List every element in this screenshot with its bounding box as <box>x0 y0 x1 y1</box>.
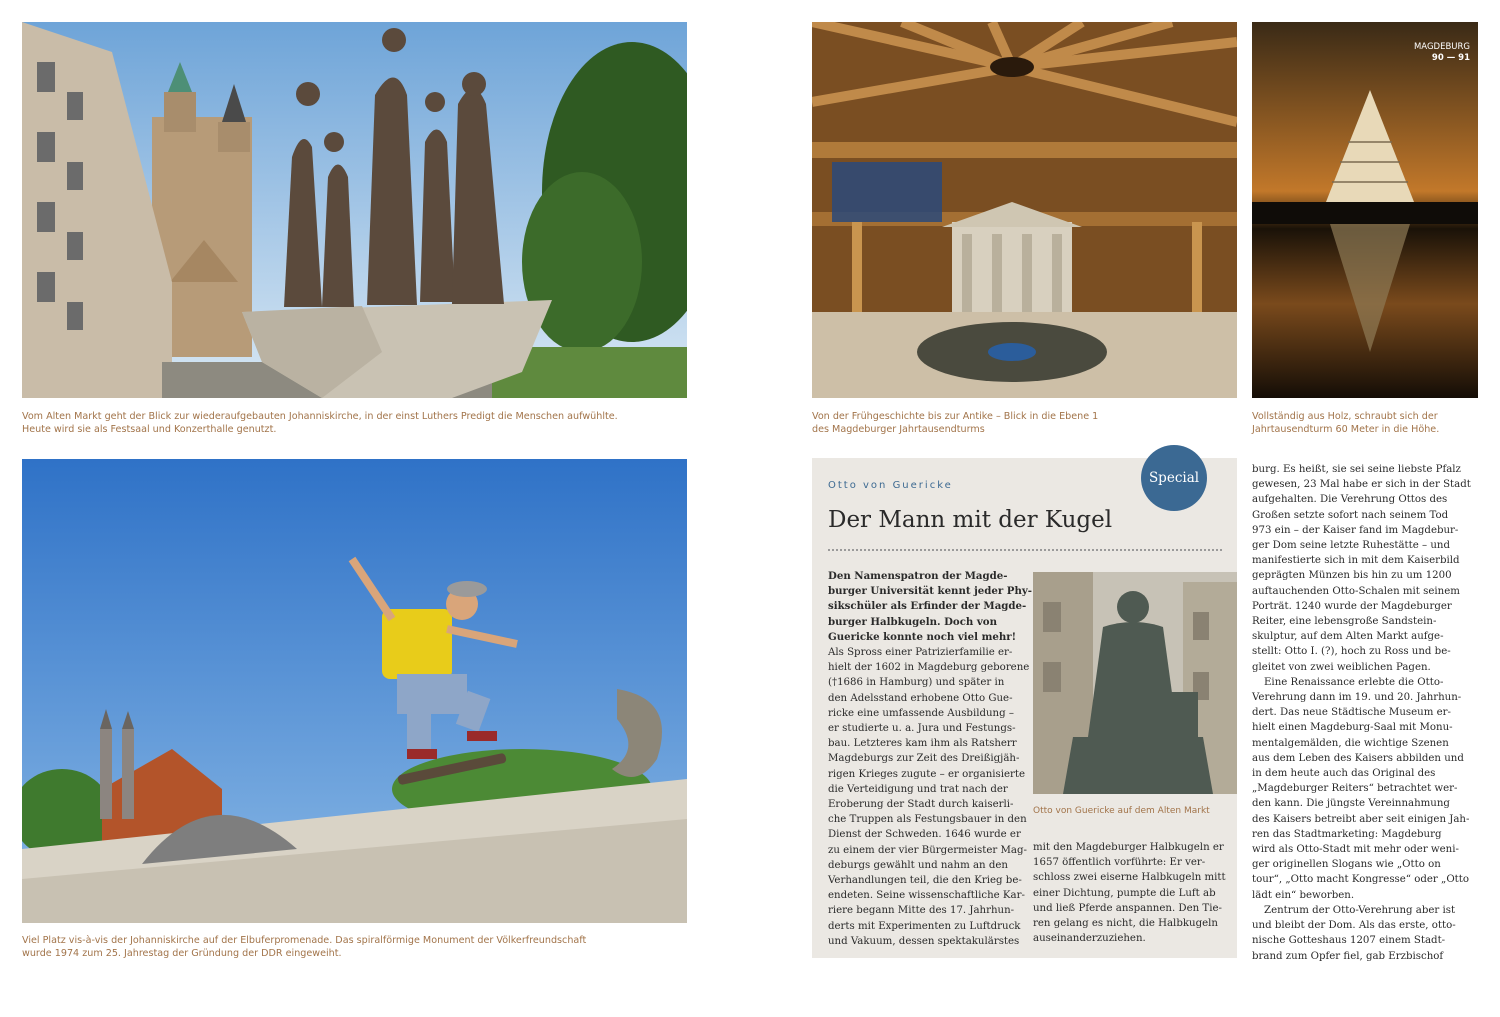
lead-line: Den Namenspatron der Magde- <box>828 570 1008 582</box>
lead-line: Guericke konnte noch viel mehr! <box>828 630 1017 643</box>
special-badge: Special <box>1141 445 1207 511</box>
photo-johanniskirche-market <box>22 22 687 398</box>
special-headline: Der Mann mit der Kugel <box>828 507 1113 533</box>
body-line: Eroberung der Stadt durch kaiserli- <box>828 799 1014 811</box>
body-line: ger Dom seine letzte Ruhestätte – und <box>1252 540 1450 552</box>
photo-jahrtausendturm-interior <box>812 22 1237 398</box>
body-line: (†1686 in Hamburg) und später in <box>828 677 1005 689</box>
photo-jahrtausendturm-night <box>1252 22 1478 398</box>
body-line: Reiter, eine lebensgroße Sandstein- <box>1252 616 1437 628</box>
body-line: aufgehalten. Die Verehrung Ottos des <box>1252 494 1448 506</box>
body-line: zu einem der vier Bürgermeister Mag- <box>828 844 1027 856</box>
body-line: manifestierte sich in mit dem Kaiserbild <box>1252 555 1460 567</box>
body-line: er studierte u. a. Jura und Festungs- <box>828 723 1016 735</box>
folio-section: MAGDEBURG <box>1413 42 1470 52</box>
body-line: bau. Letzteres kam ihm als Ratsherr <box>828 738 1017 750</box>
body-line: gewesen, 23 Mal habe er sich in der Stadt <box>1252 479 1471 491</box>
dotted-divider <box>828 549 1222 551</box>
special-kicker: Otto von Guericke <box>828 480 953 491</box>
lead-line: burger Universität kennt jeder Phy- <box>828 585 1033 598</box>
body-line: endeten. Seine wissenschaftliche Kar- <box>828 890 1025 902</box>
body-line: skulptur, auf dem Alten Markt aufge- <box>1252 631 1444 643</box>
body-line: Dienst der Schweden. 1646 wurde er <box>828 829 1021 841</box>
body-line: Porträt. 1240 wurde der Magdeburger <box>1252 600 1452 612</box>
photo-guericke-statue <box>1033 572 1237 794</box>
body-line: 973 ein – der Kaiser fand im Magdebur- <box>1252 524 1459 536</box>
main-text-column <box>1252 462 1478 964</box>
body-line: wird als Otto-Stadt mit mehr oder weni- <box>1252 844 1459 856</box>
caption-line: Von der Frühgeschichte bis zur Antike – Blick in die Ebene 1 <box>812 411 1099 422</box>
lead-line: sikschüler als Erfinder der Magde- <box>828 600 1027 613</box>
body-line: burg. Es heißt, sie sei seine liebste Pfalz <box>1252 464 1461 475</box>
body-line: auseinanderzuziehen. <box>1033 933 1146 945</box>
body-line: auftauchenden Otto-Schalen mit seinem <box>1252 585 1460 597</box>
caption-jahrtausendturm-interior <box>812 410 1098 436</box>
body-line: mentalgemälden, die wichtige Szenen <box>1252 737 1449 749</box>
body-line: und bleibt der Dom. Als das erste, otto- <box>1252 920 1456 932</box>
folio-pages: 90 — 91 <box>1431 53 1470 63</box>
body-line: den kann. Die jüngste Vereinnahmung <box>1252 798 1450 810</box>
body-line: brand zum Opfer fiel, gab Erzbischof <box>1252 950 1444 962</box>
body-line: deburgs gewählt und nahm an den <box>828 859 1008 871</box>
body-line: rigen Krieges zugute – er organisierte <box>828 768 1026 780</box>
caption-johanniskirche-market <box>22 410 618 436</box>
body-line: und Vakuum, dessen spektakulärstes <box>828 935 1020 947</box>
body-line: die Verteidigung und trat nach der <box>828 783 1008 795</box>
caption-guericke-statue: Otto von Guericke auf dem Alten Markt <box>1033 806 1210 816</box>
lead-line: burger Halbkugeln. Doch von <box>828 615 997 628</box>
caption-line: des Magdeburger Jahrtausendturms <box>812 424 985 435</box>
body-line: Verhandlungen teil, die den Krieg be- <box>828 875 1022 887</box>
caption-line: Vollständig aus Holz, schraubt sich der <box>1252 411 1438 422</box>
body-line: 1657 öffentlich vorführte: Er ver- <box>1033 857 1206 869</box>
body-line: ren das Stadtmarketing: Magdeburg <box>1252 828 1442 840</box>
body-line: ren gelang es nicht, die Halbkugeln <box>1033 918 1218 930</box>
body-line: nische Gotteshaus 1207 einem Stadt- <box>1252 935 1446 947</box>
caption-skater <box>22 934 586 960</box>
body-line: des Kaisers betreibt aber seit einigen Jah- <box>1252 813 1470 825</box>
body-line: Großen setzte sofort nach seinem Tod <box>1252 509 1449 521</box>
caption-line: Jahrtausendturm 60 Meter in die Höhe. <box>1252 424 1440 435</box>
body-line: stellt: Otto I. (?), hoch zu Ross und be- <box>1252 646 1451 658</box>
body-line: riere begann Mitte des 17. Jahrhun- <box>828 905 1015 917</box>
body-line: Eine Renaissance erlebte die Otto- <box>1264 676 1444 688</box>
body-line: tour“, „Otto macht Kongresse“ oder „Otto <box>1252 874 1469 886</box>
body-line: che Truppen als Festungsbauer in den <box>828 814 1027 826</box>
body-line: Als Spross einer Patrizierfamilie er- <box>828 647 1013 659</box>
page-folio <box>1414 42 1470 64</box>
special-column-2 <box>1033 840 1226 946</box>
caption-jahrtausendturm-night <box>1252 410 1439 436</box>
body-line: lädt ein“ beworben. <box>1252 889 1355 901</box>
caption-line: Heute wird sie als Festsaal und Konzerthalle genutzt. <box>22 424 277 435</box>
body-line: gleitet von zwei weiblichen Pagen. <box>1252 661 1431 673</box>
caption-line: wurde 1974 zum 25. Jahrestag der Gründung der DDR eingeweiht. <box>22 948 342 959</box>
body-line: Zentrum der Otto-Verehrung aber ist <box>1264 904 1456 916</box>
body-line: „Magdeburger Reiters“ betrachtet wer- <box>1252 783 1458 795</box>
body-line: ger originellen Slogans wie „Otto on <box>1252 859 1441 871</box>
body-line: aus dem Leben des Kaisers abbilden und <box>1252 752 1464 764</box>
body-line: hielt einen Magdeburg-Saal mit Monu- <box>1252 722 1453 734</box>
body-line: mit den Magdeburger Halbkugeln er <box>1033 842 1224 853</box>
body-line: schloss zwei eiserne Halbkugeln mitt <box>1033 872 1226 884</box>
body-line: und ließ Pferde anspannen. Den Tie- <box>1033 902 1222 914</box>
body-line: dert. Das neue Städtische Museum er- <box>1252 707 1451 719</box>
body-line: ricke eine umfassende Ausbildung – <box>828 707 1014 719</box>
body-line: einer Dichtung, pumpte die Luft ab <box>1033 887 1216 899</box>
body-line: den Adelsstand erhobene Otto Gue- <box>828 692 1013 704</box>
body-line: Verehrung dann im 19. und 20. Jahrhun- <box>1252 692 1462 704</box>
caption-line: Viel Platz vis-à-vis der Johanniskirche auf der Elbuferpromenade. Das spiralförmige Monument der Völkerfreundschaft <box>22 935 587 946</box>
body-line: derts mit Experimenten zu Luftdruck <box>828 920 1021 932</box>
body-line: geprägten Münzen bis hin zu um 1200 <box>1252 570 1452 582</box>
special-column-1 <box>828 569 1033 949</box>
body-line: Magdeburgs zur Zeit des Dreißigjäh- <box>828 753 1020 765</box>
body-line: in dem heute auch das Original des <box>1252 768 1436 780</box>
body-line: hielt der 1602 in Magdeburg geborene <box>828 662 1030 674</box>
photo-skater-elbuferpromenade <box>22 459 687 923</box>
caption-line: Vom Alten Markt geht der Blick zur wiederaufgebauten Johanniskirche, in der einst Luthers Predigt die Menschen aufwühlte. <box>22 411 618 422</box>
